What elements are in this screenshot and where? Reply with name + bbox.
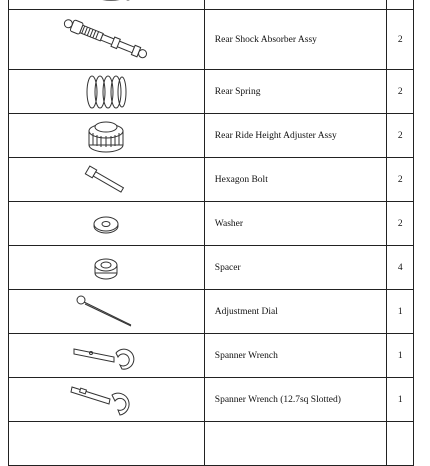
part-description: Washer [204, 202, 386, 246]
part-quantity: 2 [387, 10, 414, 70]
table-row [9, 246, 430, 290]
part-quantity: 4 [387, 246, 414, 290]
table-row [9, 10, 430, 70]
washer-icon [86, 203, 126, 245]
part-description: Spanner Wrench [204, 334, 386, 378]
spanner-wrench-icon [66, 335, 146, 377]
table-row [9, 202, 430, 246]
slotted-spanner-wrench-icon [66, 379, 146, 421]
spacer-icon [86, 247, 126, 289]
table-row [9, 290, 430, 334]
part-image-cell [9, 70, 205, 114]
part-quantity: 1 [387, 334, 414, 378]
part-description: Rear Ride Height Adjuster Assy [204, 114, 386, 158]
part-image-cell [9, 378, 205, 422]
table-row [9, 114, 430, 158]
part-description: Rear Shock Absorber Assy [204, 10, 386, 70]
table-row [9, 70, 430, 114]
part-quantity: 2 [387, 158, 414, 202]
part-quantity: 1 [387, 378, 414, 422]
part-quantity [387, 422, 414, 466]
part-description: Adjustment Dial [204, 290, 386, 334]
part-quantity: 2 [387, 114, 414, 158]
table-row [9, 422, 430, 466]
height-adjuster-icon [81, 115, 131, 157]
table-row [9, 158, 430, 202]
part-image-cell [9, 114, 205, 158]
part-quantity [387, 0, 414, 10]
part-description [204, 0, 386, 10]
part-description [204, 422, 386, 466]
table-row [9, 334, 430, 378]
part-quantity: 2 [387, 202, 414, 246]
part-description: Rear Spring [204, 70, 386, 114]
part-image-cell [9, 422, 205, 466]
part-quantity: 1 [387, 290, 414, 334]
shock-absorber-icon [51, 11, 161, 69]
partial-part-icon [46, 0, 166, 8]
part-description: Hexagon Bolt [204, 158, 386, 202]
part-description: Spacer [204, 246, 386, 290]
table-row [9, 0, 430, 10]
adjustment-dial-icon [71, 291, 141, 333]
part-image-cell [9, 0, 205, 10]
part-image-cell [9, 202, 205, 246]
coil-spring-icon [76, 71, 136, 113]
part-image-cell [9, 246, 205, 290]
part-image-cell [9, 334, 205, 378]
part-image-cell [9, 290, 205, 334]
parts-table [8, 0, 430, 466]
part-quantity: 2 [387, 70, 414, 114]
part-image-cell [9, 158, 205, 202]
hex-bolt-icon [81, 159, 131, 201]
part-description: Spanner Wrench (12.7sq Slotted) [204, 378, 386, 422]
table-row [9, 378, 430, 422]
part-image-cell [9, 10, 205, 70]
